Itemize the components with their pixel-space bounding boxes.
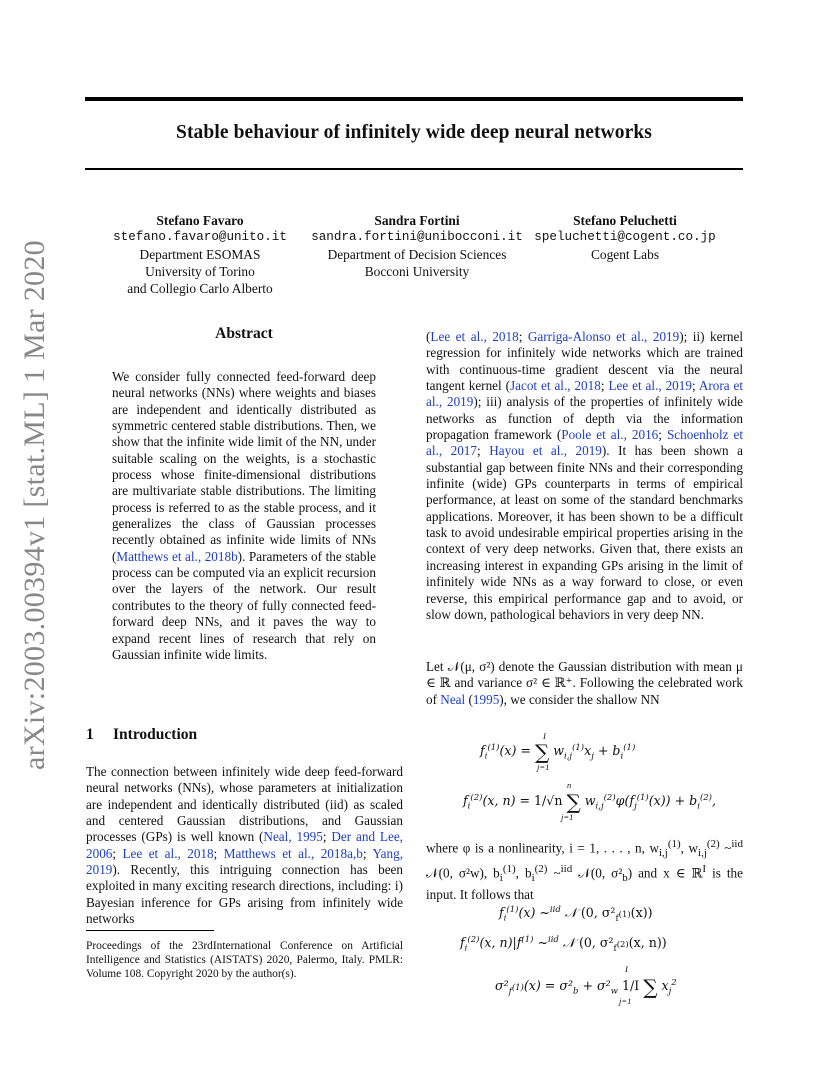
sum-limit: j=1: [619, 996, 632, 1006]
equation-5: $\sigma^2_{f^{(1)}}(x) = \sigma^2_b + \sigma^2_w$ 1/I ∑ $x_j^2$: [495, 975, 677, 999]
footnote: Proceedings of the 23rdInternational Conference on Artificial Intelligence and Statistics (AISTATS) 2020, Palermo, Italy. PMLR: Volume 108. Copyright 2020 by the author(s).: [86, 940, 403, 980]
citation-link[interactable]: Der and Lee, 2006: [86, 829, 403, 861]
body-text: 𝒩(0, σ²w), b: [426, 865, 500, 881]
body-text: Let 𝒩(μ, σ²) denote the Gaussian distribution with mean μ ∈ ℝ and variance σ² ∈ ℝ⁺. Following the celebrated work of: [426, 659, 743, 707]
citation-link[interactable]: Poole et al., 2016: [561, 427, 659, 443]
top-rule: [85, 97, 743, 101]
author-2: [297, 212, 537, 280]
intro-text: The connection between infinitely wide deep feed-forward neural networks (NNs), whose parameters at initialization are independent and identically distributed (iid) as scaled and centered Gaussian distributions, and Gaussian processes (GPs) is well known (: [86, 764, 403, 845]
sum-limit: n: [567, 780, 572, 790]
sum-limit: j=1: [537, 762, 550, 772]
author-name: Stefano Peluchetti: [573, 213, 677, 228]
intro-paragraph: The connection between infinitely wide deep feed-forward neural networks (NNs), whose parameters at initialization are independent and identically distributed (iid) as scaled and centered Gaussian distributions, and Gaussian processes (GPs) is well known (Neal, 1995; Der and Lee, 2006; Lee et al., 2018; Matthews et al., 2018a,b; Yang, 2019). Recently, this intriguing connection has been exploited in many exciting research directions, including: i) Bayesian inference for GPs arising from infinitely wide networks: [86, 764, 404, 927]
equation-2: $f_i^{(2)}(x$, n) = 1/√n ∑ $w_{i,j}^{(2)}\varphi(f_j^{(1)}(x)) + b_i^{(2)}$,: [463, 790, 716, 814]
abstract-text: [112, 369, 376, 663]
citation-link[interactable]: Neal, 1995: [263, 829, 323, 845]
footnote-rule: [86, 930, 214, 931]
body-text: and x ∈ ℝ: [638, 865, 703, 881]
section-number: 1: [86, 726, 94, 743]
author-affiliation: Department of Decision Sciences: [327, 247, 507, 262]
paper-title: Stable behaviour of infinitely wide deep neural networks: [176, 122, 652, 143]
author-name: Stefano Favaro: [156, 213, 244, 228]
arxiv-stamp: arXiv:2003.00394v1 [stat.ML] 1 Mar 2020: [18, 240, 51, 770]
right-column-paragraph-3: where φ is a nonlinearity, i = 1, . . . , n, $w_{i,j}^{(1)}$, $w_{i,j}^{(2)}$ ~$^{iid}$ 𝒩(0, σ²w), $b_i^{(1)}$, $b_i^{(2)}$ ~$^{iid}$ 𝒩(0, $\sigma^2_b$) and x ∈ ℝ$^I$ is the input. It follows that: [426, 838, 743, 902]
title-rule: [85, 168, 743, 170]
right-column-paragraph-2: Let 𝒩(μ, σ²) denote the Gaussian distribution with mean μ ∈ ℝ and variance σ² ∈ ℝ⁺. Following the celebrated work of Neal (1995), we consider the shallow NN: [426, 659, 743, 707]
citation-link[interactable]: Lee et al., 2019: [608, 378, 692, 394]
author-affiliation: Bocconi University: [364, 264, 470, 279]
sum-limit: j=1: [561, 812, 574, 822]
citation-link[interactable]: Jacot et al., 2018: [510, 378, 601, 394]
equation-4: $f_i^{(2)}(x$, $n)|f^{(1)}$ ~$^{iid}$ 𝒩 (0, $\sigma^2_{f^{(2)}}(x$, n)): [460, 935, 667, 954]
author-3: [525, 212, 725, 263]
citation-link[interactable]: Matthews et al., 2018b: [116, 548, 238, 564]
abstract-part: We consider fully connected feed-forward deep neural networks (NNs) where weights and biases are independent and identically distributed as symmetric centered stable distributions. Then, we show that the infinite wide limit of the NN, under suitable scaling on the weights, is a stochastic process whose finite-dimensional distributions are multivariate stable distributions. The limiting process is referred to as the stable process, and it generalizes the class of Gaussian processes recently obtained as infinite wide limits of NNs (: [112, 369, 376, 564]
body-text: ); ii) kernel regression for infinitely wide networks which are trained with continuous-time gradient descent via the neural tangent kernel (: [426, 329, 743, 394]
citation-link[interactable]: Hayou et al., 2019: [489, 443, 602, 459]
citation-link[interactable]: Yang, 2019: [86, 845, 404, 878]
citation-link[interactable]: Neal: [440, 691, 466, 707]
abstract-part: ). Parameters of the stable process can be computed via an explicit recursion over the layers of the network. Our result contributes to the theory of fully connected feed-forward deep NNs, and it paves the way to expand recent lines of research that rely on Gaussian infinite wide limits.: [112, 548, 376, 662]
citation-link[interactable]: Garriga-Alonso et al., 2019: [527, 329, 680, 344]
author-affiliation: and Collegio Carlo Alberto: [127, 281, 273, 296]
author-affiliation: University of Torino: [145, 264, 255, 279]
citation-link[interactable]: Schoenholz et al., 2017: [426, 427, 743, 459]
body-text: where φ is a nonlinearity, i = 1, . . . , n, w: [426, 840, 659, 856]
author-1: [85, 212, 315, 297]
sum-limit: I: [625, 964, 628, 974]
author-email: stefano.favaro@unito.it: [113, 230, 287, 244]
citation-link[interactable]: Matthews et al., 2018a,b: [223, 845, 363, 861]
citation-link[interactable]: Lee et al., 2018: [430, 329, 519, 344]
author-email: speluchetti@cogent.co.jp: [534, 230, 716, 244]
body-text: ); iii) analysis of the properties of infinitely wide networks as function of depth via the information propagation framework (: [426, 394, 743, 443]
citation-link[interactable]: Arora et al., 2019: [426, 378, 743, 410]
sum-limit: I: [543, 731, 546, 741]
author-email: sandra.fortini@unibocconi.it: [311, 230, 523, 244]
right-column-paragraph-1: (Lee et al., 2018; Garriga-Alonso et al., 2019); ii) kernel regression for infinitely wide networks which are trained with continuous-time gradient descent via the neural tangent kernel (Jacot et al., 2018; Lee et al., 2019; Arora et al., 2019); iii) analysis of the properties of infinitely wide networks as function of depth via the information propagation framework (Poole et al., 2016; Schoenholz et al., 2017; Hayou et al., 2019). It has been shown a substantial gap between finite NNs and their corresponding infinite (wide) GPs counterparts in terms of empirical performance, at least on some of the standard benchmarks applications. Moreover, it has been shown to be a difficult task to avoid undesirable empirical properties arising in the context of very deep networks. Given that, there exists an increasing interest in expanding GPs arising in the limit of infinitely wide NNs as a way forward to close, or even reverse, this empirical performance gap and to avoid, or slow down, pathological behaviors in very deep NN.: [426, 329, 743, 622]
author-name: Sandra Fortini: [374, 213, 460, 228]
section-heading: [86, 726, 197, 744]
citation-link[interactable]: 1995: [472, 691, 500, 707]
author-affiliation: Department ESOMAS: [139, 247, 261, 262]
intro-text: ). Recently, this intriguing connection has been exploited in many exciting research directions, including: i) Bayesian inference for GPs arising from infinitely wide networks: [86, 862, 403, 927]
equation-1: $f_i^{(1)}(x)$ = ∑ $w_{i,j}^{(1)}x_j + b_i^{(1)}$: [480, 740, 636, 764]
author-affiliation: Cogent Labs: [590, 247, 660, 262]
section-title: Introduction: [113, 726, 198, 743]
body-text: ). It has been shown a substantial gap between finite NNs and their corresponding infinite (wide) GPs counterparts in terms of empirical performance, at least on some of the standard benchmarks applications. Moreover, it has been shown to be a difficult task to avoid undesirable empirical properties arising in the context of very deep networks. Given that, there exists an increasing interest in expanding GPs arising in the limit of infinitely wide NNs as a way forward to close, or even reverse, this empirical performance gap and to avoid, or slow down, pathological behaviors in very deep NN.: [426, 443, 743, 622]
abstract-heading: Abstract: [215, 325, 273, 342]
body-text: ), we consider the shallow NN: [499, 691, 660, 707]
equation-3: $f_i^{(1)}(x)$ ~$^{iid}$ 𝒩 (0, $\sigma^2_{f^{(1)}}(x)$): [499, 905, 653, 924]
body-text: is the input. It follows that: [426, 865, 743, 902]
citation-link[interactable]: Lee et al., 2018: [122, 845, 214, 861]
